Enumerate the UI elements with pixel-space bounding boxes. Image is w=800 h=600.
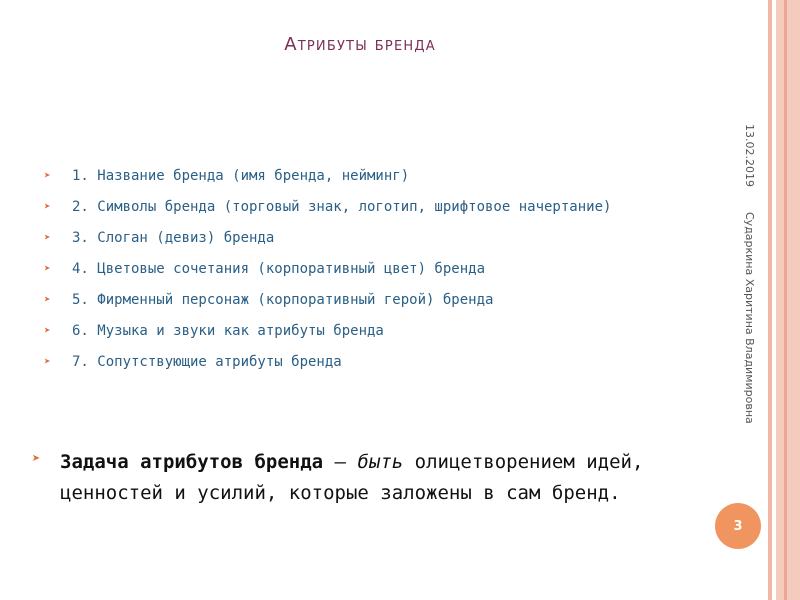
list-item bbox=[40, 166, 690, 187]
task-rest: олицетворением идей, ценностей и усилий, которые заложены в сам бренд. bbox=[60, 451, 644, 504]
list-item-text: 1. Название бренда (имя бренда, нейминг) bbox=[72, 168, 410, 184]
bullet-arrow-icon: ➤ bbox=[44, 324, 51, 337]
list-item bbox=[40, 259, 690, 280]
list-item bbox=[40, 197, 690, 218]
task-dash: — bbox=[323, 451, 358, 473]
list-item bbox=[40, 352, 690, 373]
frame-stripe bbox=[768, 0, 772, 600]
bullet-arrow-icon: ➤ bbox=[44, 200, 51, 213]
bullet-arrow-icon: ➤ bbox=[44, 169, 51, 182]
attributes-list bbox=[40, 166, 690, 383]
slide-date: 13.02.2019 bbox=[743, 124, 756, 187]
list-item bbox=[40, 321, 690, 342]
list-item-text: 4. Цветовые сочетания (корпоративный цвет) бренда bbox=[72, 261, 486, 277]
page-number-badge: 3 bbox=[715, 503, 761, 549]
bullet-arrow-icon: ➤ bbox=[44, 262, 51, 275]
list-item bbox=[40, 228, 690, 249]
list-item-text: 5. Фирменный персонаж (корпоративный герой) бренда bbox=[72, 292, 494, 308]
list-item-text: 2. Символы бренда (торговый знак, логотип, шрифтовое начертание) bbox=[72, 199, 612, 215]
bullet-arrow-icon: ➤ bbox=[44, 293, 51, 306]
bullet-arrow-icon: ➤ bbox=[32, 451, 41, 467]
task-italic: быть bbox=[357, 451, 404, 473]
slide-title: Атрибуты бренда bbox=[284, 34, 436, 55]
task-statement bbox=[32, 447, 720, 509]
right-decorative-frame bbox=[762, 0, 800, 600]
bullet-arrow-icon: ➤ bbox=[44, 355, 51, 368]
list-item bbox=[40, 290, 690, 311]
task-lead: Задача атрибутов бренда bbox=[60, 451, 324, 473]
list-item-text: 6. Музыка и звуки как атрибуты бренда bbox=[72, 323, 384, 339]
frame-stripe bbox=[784, 0, 787, 600]
frame-stripe bbox=[776, 0, 800, 600]
list-item-text: 7. Сопутствующие атрибуты бренда bbox=[72, 354, 342, 370]
list-item-text: 3. Слоган (девиз) бренда bbox=[72, 230, 275, 246]
slide-author: Сударкина Харитина Владимировна bbox=[743, 212, 756, 424]
bullet-arrow-icon: ➤ bbox=[44, 231, 51, 244]
